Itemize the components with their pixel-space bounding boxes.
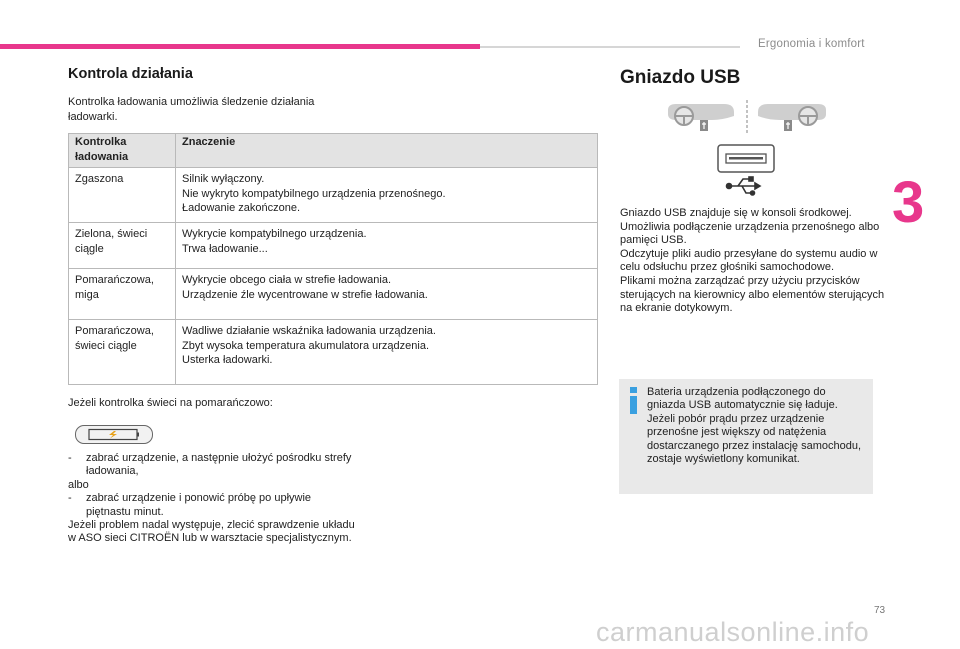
step-text: zabrać urządzenie, a następnie ułożyć pośrodku strefy ładowania,	[86, 452, 352, 478]
usb-description	[620, 207, 885, 316]
meaning-line: Wadliwe działanie wskaźnika ładowania urządzenia.	[182, 325, 436, 337]
charging-status-table	[68, 133, 598, 385]
steering-wheel-icon	[668, 104, 734, 131]
table-cell-state: Zgaszona	[69, 168, 176, 223]
list-item	[68, 452, 358, 479]
chapter-header-title: Ergonomia i komfort	[758, 38, 865, 50]
table-row	[69, 223, 598, 269]
orange-indicator-note: Jeżeli kontrolka świeci na pomarańczowo:	[68, 397, 273, 409]
meaning-line: Wykrycie kompatybilnego urządzenia.	[182, 228, 367, 240]
description-line: Umożliwia podłączenie urządzenia przenośnego albo pamięci USB.	[620, 220, 880, 247]
meaning-line: Wykrycie obcego ciała w strefie ładowania.	[182, 274, 391, 286]
info-icon	[628, 387, 640, 415]
description-line: Gniazdo USB znajduje się w konsoli środkowej.	[620, 207, 852, 219]
table-header-cell: Znaczenie	[176, 134, 598, 168]
meaning-line: Usterka ładowarki.	[182, 354, 273, 366]
meaning-line: Ładowanie zakończone.	[182, 202, 301, 214]
meaning-line: Nie wykryto kompatybilnego urządzenia przenośnego.	[182, 187, 446, 200]
table-cell-state: Zielona, świeci ciągle	[69, 223, 176, 269]
description-line: Odczytuje pliki audio przesyłane do systemu audio w celu odsłuchu przez głośniki samochodowe.	[620, 247, 878, 274]
chapter-number: 3	[892, 170, 925, 235]
table-cell-meaning	[176, 168, 598, 223]
list-dash: -	[68, 452, 72, 464]
header-accent-bar	[0, 44, 480, 49]
table-row	[69, 269, 598, 320]
charging-indicator-icon	[75, 425, 153, 444]
table-cell-state: Pomarańczowa, świeci ciągle	[69, 320, 176, 385]
section-intro: Kontrolka ładowania umożliwia śledzenie działania ładowarki.	[68, 96, 315, 123]
description-line: Plikami można zarządzać przy użyciu przycisków sterujących na kierownicy albo elementów sterujących na ekranie dotykowym.	[620, 274, 885, 315]
meaning-line: Urządzenie źle wycentrowane w strefie ładowania.	[182, 288, 428, 301]
usb-illustration	[662, 100, 832, 205]
step-text: zabrać urządzenie i ponowić próbę po upływie piętnastu minut.	[86, 492, 312, 518]
meaning-line: Silnik wyłączony.	[182, 173, 265, 185]
section-title-control: Kontrola działania	[68, 66, 193, 82]
table-cell-state: Pomarańczowa, miga	[69, 269, 176, 320]
table-row	[69, 168, 598, 223]
usb-symbol-icon	[727, 177, 761, 195]
or-text: albo	[68, 478, 89, 491]
closing-text: Jeżeli problem nadal występuje, zlecić sprawdzenie układu w ASO sieci CITROËN lub w warsztacie specjalistycznym.	[68, 519, 355, 545]
meaning-line: Zbyt wysoka temperatura akumulatora urządzenia.	[182, 339, 430, 352]
header-divider	[480, 46, 740, 48]
info-box	[619, 379, 873, 494]
table-cell-meaning	[176, 223, 598, 269]
table-cell-meaning	[176, 269, 598, 320]
usb-port-icon	[718, 145, 774, 172]
list-dash: -	[68, 492, 72, 505]
table-cell-meaning	[176, 320, 598, 385]
page-number: 73	[874, 605, 886, 616]
table-row	[69, 320, 598, 385]
watermark: carmanualsonline.info	[596, 617, 870, 647]
section-title-usb: Gniazdo USB	[620, 67, 741, 88]
info-text: Bateria urządzenia podłączonego do gniazda USB automatycznie się ładuje. Jeżeli pobór prądu przez urządzenie przenośne jest większy od natężenia dostarczanego przez instalację samochodu, zostaje wyświetlony komunikat.	[647, 386, 862, 466]
meaning-line: Trwa ładowanie...	[182, 242, 268, 255]
table-header-cell: Kontrolka ładowania	[69, 134, 176, 168]
list-item	[68, 492, 358, 519]
troubleshooting-steps	[68, 452, 358, 546]
table-header-row	[69, 134, 598, 168]
steering-wheel-icon	[758, 104, 826, 131]
